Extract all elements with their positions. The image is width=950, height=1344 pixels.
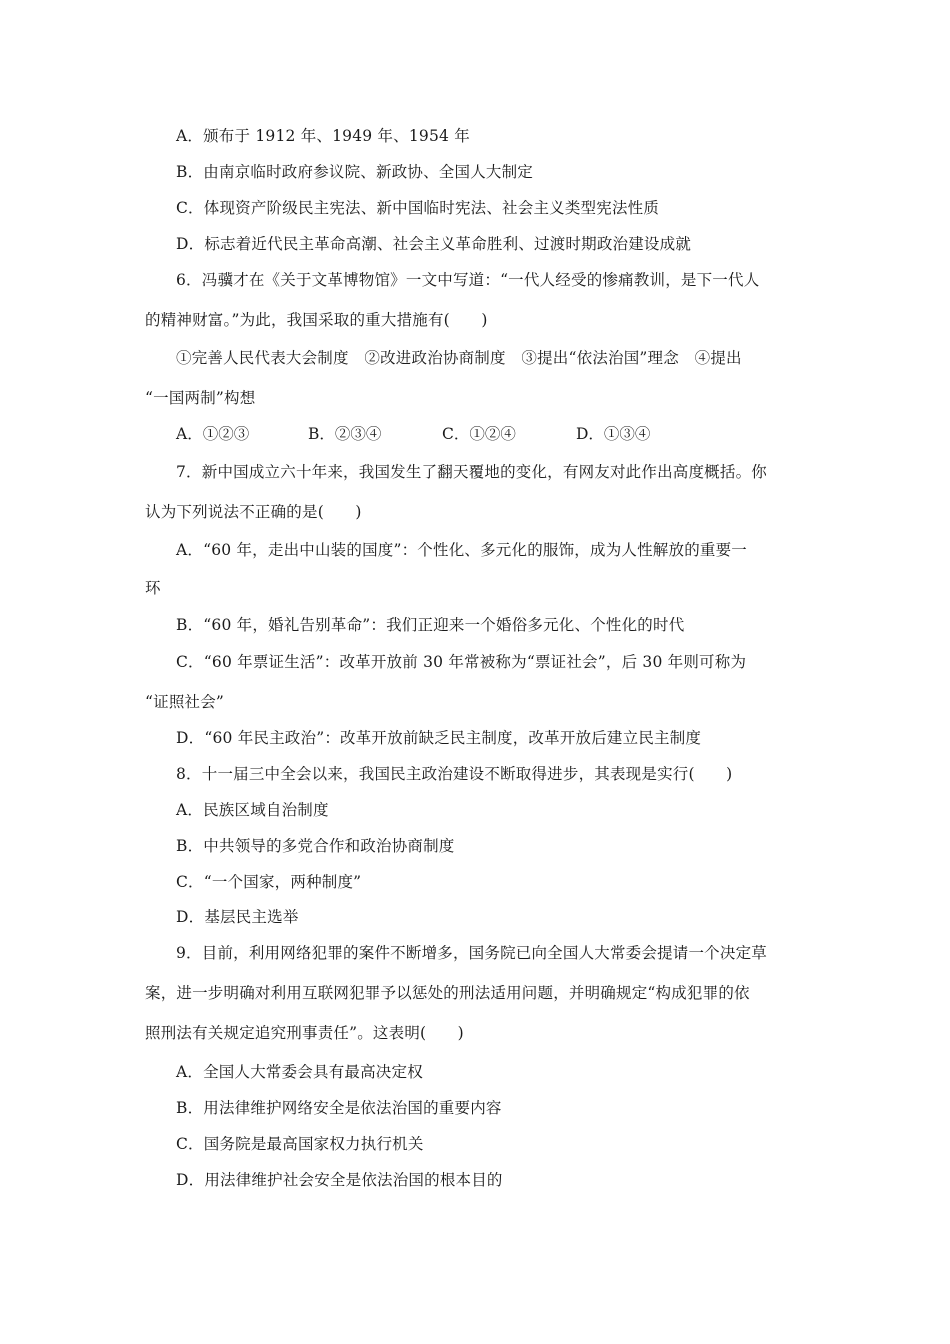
q7-stem-line2: 认为下列说法不正确的是( ) — [145, 503, 362, 521]
q6-items-line1: ①完善人民代表大会制度 ②改进政治协商制度 ③提出“依法治国”理念 ④提出 — [176, 349, 742, 367]
q8-option-c: C．“一个国家，两种制度” — [176, 873, 362, 891]
q7-stem-line1: 7．新中国成立六十年来，我国发生了翻天覆地的变化，有网友对此作出高度概括。你 — [176, 463, 767, 481]
q6-choices — [176, 424, 650, 444]
q6-choice-d: D．①③④ — [576, 425, 651, 443]
q8-option-a: A．民族区域自治制度 — [176, 801, 329, 819]
q7-option-a-line2: 环 — [145, 579, 161, 597]
q9-stem-line2: 案，进一步明确对利用互联网犯罪予以惩处的刑法适用问题，并明确规定“构成犯罪的依 — [145, 984, 750, 1002]
q8-option-b: B．中共领导的多党合作和政治协商制度 — [176, 837, 455, 855]
q9-stem-line1: 9．目前，利用网络犯罪的案件不断增多，国务院已向全国人大常委会提请一个决定草 — [176, 944, 767, 962]
q7-option-c-line2: “证照社会” — [145, 693, 225, 711]
q6-stem-line2: 的精神财富。”为此，我国采取的重大措施有( ) — [145, 311, 488, 329]
q8-stem: 8．十一届三中全会以来，我国民主政治建设不断取得进步，其表现是实行( ) — [176, 765, 733, 783]
q6-choice-b: B．②③④ — [308, 425, 382, 443]
q9-option-b: B．用法律维护网络安全是依法治国的重要内容 — [176, 1099, 502, 1117]
q9-option-d: D．用法律维护社会安全是依法治国的根本目的 — [176, 1171, 503, 1189]
q8-option-d: D．基层民主选举 — [176, 908, 299, 926]
q7-option-c-line1: C．“60 年票证生活”：改革开放前 30 年常被称为“票证社会”，后 30 年则可称为 — [176, 653, 747, 671]
q6-stem-line1: 6．冯骥才在《关于文革博物馆》一文中写道：“一代人经受的惨痛教训，是下一代人 — [176, 271, 760, 289]
q7-option-d: D．“60 年民主政治”：改革开放前缺乏民主制度，改革开放后建立民主制度 — [176, 729, 702, 747]
q7-option-a-line1: A．“60 年，走出中山装的国度”：个性化、多元化的服饰，成为人性解放的重要一 — [176, 541, 747, 559]
q5-option-a: A．颁布于 1912 年、1949 年、1954 年 — [176, 127, 470, 145]
q9-option-c: C．国务院是最高国家权力执行机关 — [176, 1135, 424, 1153]
q5-option-c: C．体现资产阶级民主宪法、新中国临时宪法、社会主义类型宪法性质 — [176, 199, 660, 217]
q6-choice-c: C．①②④ — [442, 425, 516, 443]
q5-option-b: B．由南京临时政府参议院、新政协、全国人大制定 — [176, 163, 533, 181]
q7-option-b: B．“60 年，婚礼告别革命”：我们正迎来一个婚俗多元化、个性化的时代 — [176, 616, 685, 634]
q6-items-line2: “一国两制”构想 — [145, 389, 256, 407]
q6-choice-a: A．①②③ — [176, 425, 250, 443]
q9-stem-line3: 照刑法有关规定追究刑事责任”。这表明( ) — [145, 1024, 464, 1042]
q9-option-a: A．全国人大常委会具有最高决定权 — [176, 1063, 423, 1081]
q5-option-d: D．标志着近代民主革命高潮、社会主义革命胜利、过渡时期政治建设成就 — [176, 235, 692, 253]
